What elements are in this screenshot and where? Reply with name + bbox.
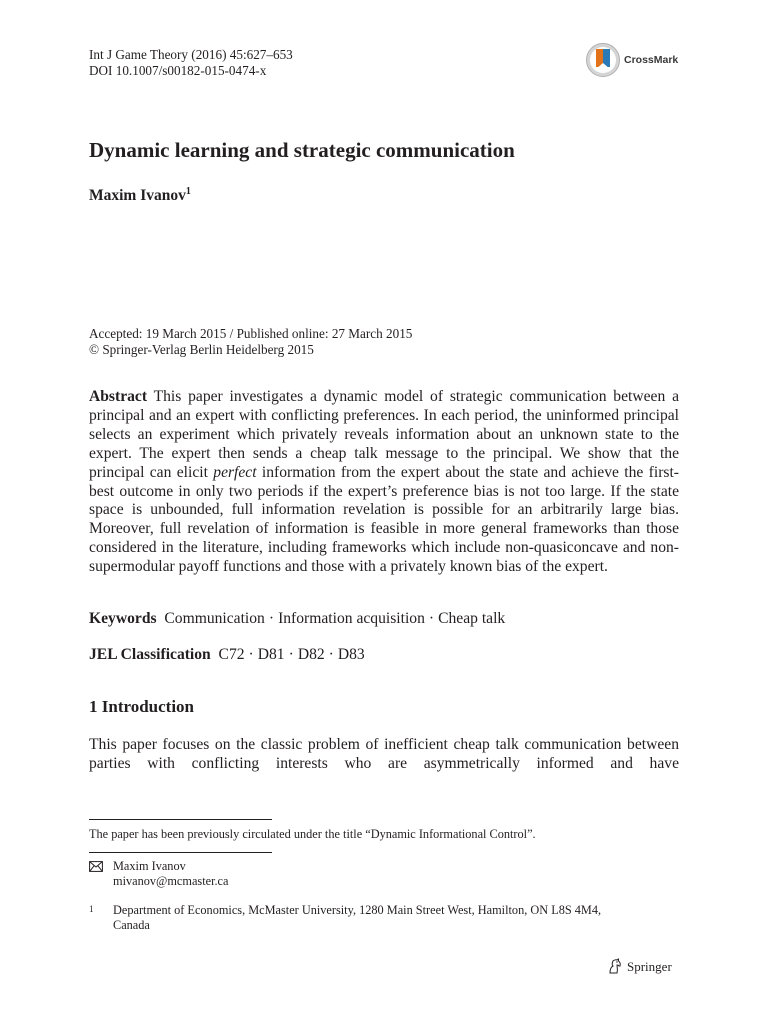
accepted-published-dates: Accepted: 19 March 2015 / Published online: 27 March 2015 — [89, 326, 413, 341]
jel-separator: · — [248, 646, 254, 663]
jel-code: D81 — [257, 646, 285, 663]
journal-info — [89, 47, 293, 79]
jel-code: C72 — [218, 646, 245, 663]
journal-citation: Int J Game Theory (2016) 45:627–653 — [89, 47, 293, 62]
publication-history — [89, 326, 412, 358]
affiliation-number: 1 — [89, 904, 94, 914]
keyword-item: Communication — [164, 610, 265, 627]
jel-label: JEL Classification — [89, 646, 211, 663]
keyword-item: Cheap talk — [438, 610, 506, 627]
doi-line[interactable]: DOI 10.1007/s00182-015-0474-x — [89, 63, 267, 78]
author-affiliation-mark: 1 — [185, 186, 191, 197]
introduction-line: between parties with conflicting interests who are asymmetrically informed and have — [89, 736, 679, 772]
contact-name: Maxim Ivanov — [113, 859, 186, 873]
jel-code: D83 — [337, 646, 365, 663]
paper-title: Dynamic learning and strategic communication — [89, 138, 515, 162]
abstract-text-part1: This paper investigates a dynamic model of strategic communication between a principal and an expert with conflicting preferences. In each period, the uninformed principal selects an experiment which privately reveals information about an unknown state to the expert. The expert then sends a cheap talk message to the principal. We show that the principal can elicit — [89, 388, 679, 481]
crossmark-link[interactable] — [586, 41, 680, 79]
abstract-emphasis: perfect — [213, 463, 257, 481]
section-heading-introduction: 1 Introduction — [89, 697, 195, 716]
keyword-item: Information acquisition — [278, 610, 425, 627]
publisher-name: Springer — [627, 958, 672, 974]
introduction-paragraph — [89, 735, 679, 773]
affiliation-line: Canada — [113, 918, 150, 932]
publisher-logo — [606, 958, 672, 975]
abstract-label: Abstract — [89, 388, 148, 405]
crossmark-label: CrossMark — [624, 54, 679, 66]
crossmark-icon — [586, 43, 620, 77]
keywords-label: Keywords — [89, 610, 157, 627]
abstract — [89, 388, 679, 577]
author-line — [89, 186, 191, 206]
jel-code: D82 — [297, 646, 325, 663]
footnote-divider — [89, 819, 272, 820]
envelope-icon — [89, 861, 103, 872]
affiliation-line: Department of Economics, McMaster University, 1280 Main Street West, Hamilton, ON L8S 4M4, — [113, 903, 602, 917]
author-name: Maxim Ivanov — [89, 187, 186, 204]
keyword-separator: · — [428, 610, 435, 627]
keywords — [89, 609, 505, 629]
contact-divider — [89, 852, 272, 853]
jel-classification — [89, 645, 365, 665]
keyword-separator: · — [268, 610, 275, 627]
jel-separator: · — [288, 646, 294, 663]
copyright-notice: © Springer-Verlag Berlin Heidelberg 2015 — [89, 342, 314, 357]
introduction-line: This paper focuses on the classic problem of inefficient cheap talk communication — [89, 736, 622, 753]
contact-email[interactable]: mivanov@mcmaster.ca — [113, 874, 229, 888]
jel-separator: · — [328, 646, 334, 663]
circulation-footnote: The paper has been previously circulated under the title “Dynamic Informational Control”. — [89, 827, 536, 841]
springer-horse-icon — [606, 958, 623, 975]
abstract-text-part2: information from the expert about the state and achieve the first-best outcome in only two periods if the expert’s preference bias is not too large. If the state space is unbounded, full information revelation is possible for an arbitrarily large bias. Moreover, full revelation of information is feasible in more general frameworks than those considered in the literature, including frameworks which include non-quasiconcave and non-supermodular payoff functions and those with a privately known bias of the expert. — [89, 463, 679, 576]
